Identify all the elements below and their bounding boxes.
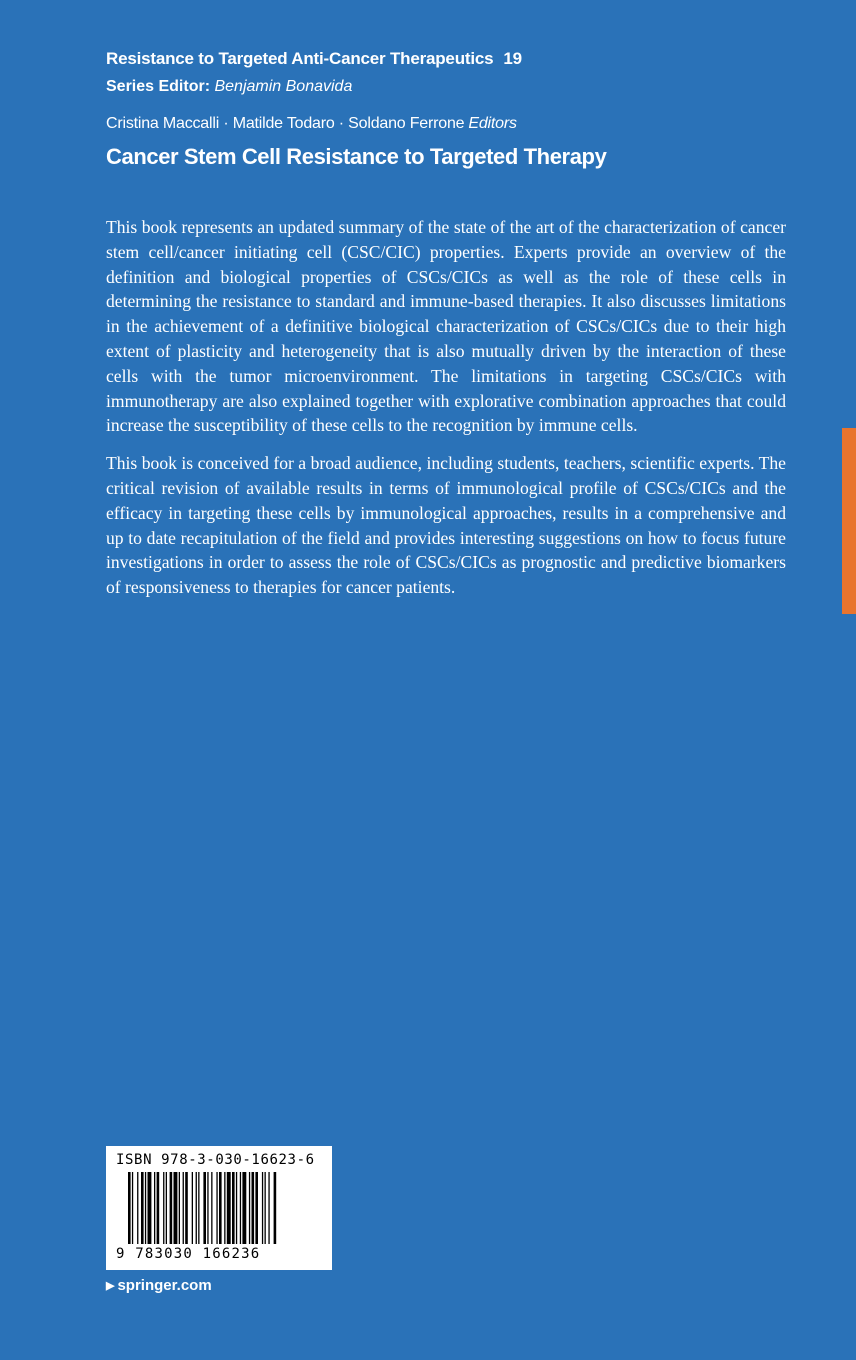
series-title-line <box>106 47 522 71</box>
series-number: 19 <box>503 49 522 68</box>
barcode-digits: 9 783030 166236 <box>116 1246 261 1262</box>
book-title: Cancer Stem Cell Resistance to Targeted Therapy <box>106 144 607 169</box>
accent-tab <box>842 428 856 614</box>
blurb-paragraph-2: This book is conceived for a broad audience, including students, teachers, scientific experts. The critical revision of available results in terms of immunological profile of CSCs/CICs and the efficacy in targeting these cells by immunological approaches, results in a comprehensive and up to date recapitulation of the field and provides interesting suggestions on how to focus future investigations in order to assess the role of CSCs/CICs as prognostic and predictive biomarkers of responsiveness to therapies for cancer patients. <box>106 453 786 598</box>
book-editors-line <box>106 112 517 136</box>
series-editor-label: Series Editor: <box>106 78 211 95</box>
barcode-icon <box>116 1172 322 1246</box>
blurb <box>106 215 786 613</box>
isbn-text: ISBN 978-3-030-16623-6 <box>116 1152 315 1168</box>
isbn-barcode-box <box>106 1146 332 1270</box>
series-editor-name: Benjamin Bonavida <box>214 78 353 95</box>
blurb-paragraph-1: This book represents an updated summary of the state of the art of the characterization of cancer stem cell/cancer initiating cell (CSC/CIC) properties. Experts provide an overview of the definition and biological properties of CSCs/CICs as well as the role of these cells in determining the resistance to standard and immune-based therapies. It also discusses limitations in the achievement of a definitive biological characterization of CSCs/CICs due to their high extent of plasticity and heterogeneity that is also mutually driven by the interaction of these cells with the tumor microenvironment. The limitations in targeting CSCs/CICs with immunotherapy are also explained together with explorative combination approaches that could increase the susceptibility of these cells to the recognition by immune cells. <box>106 217 786 436</box>
publisher-link[interactable] <box>106 1276 212 1296</box>
publisher-url: springer.com <box>117 1277 212 1294</box>
triangle-right-icon: ▶ <box>106 1280 115 1292</box>
series-title: Resistance to Targeted Anti-Cancer Therapeutics <box>106 49 494 68</box>
series-editor-line <box>106 75 352 99</box>
book-authors: Cristina Maccalli · Matilde Todaro · Soldano Ferrone <box>106 115 465 132</box>
editors-label: Editors <box>468 115 517 132</box>
